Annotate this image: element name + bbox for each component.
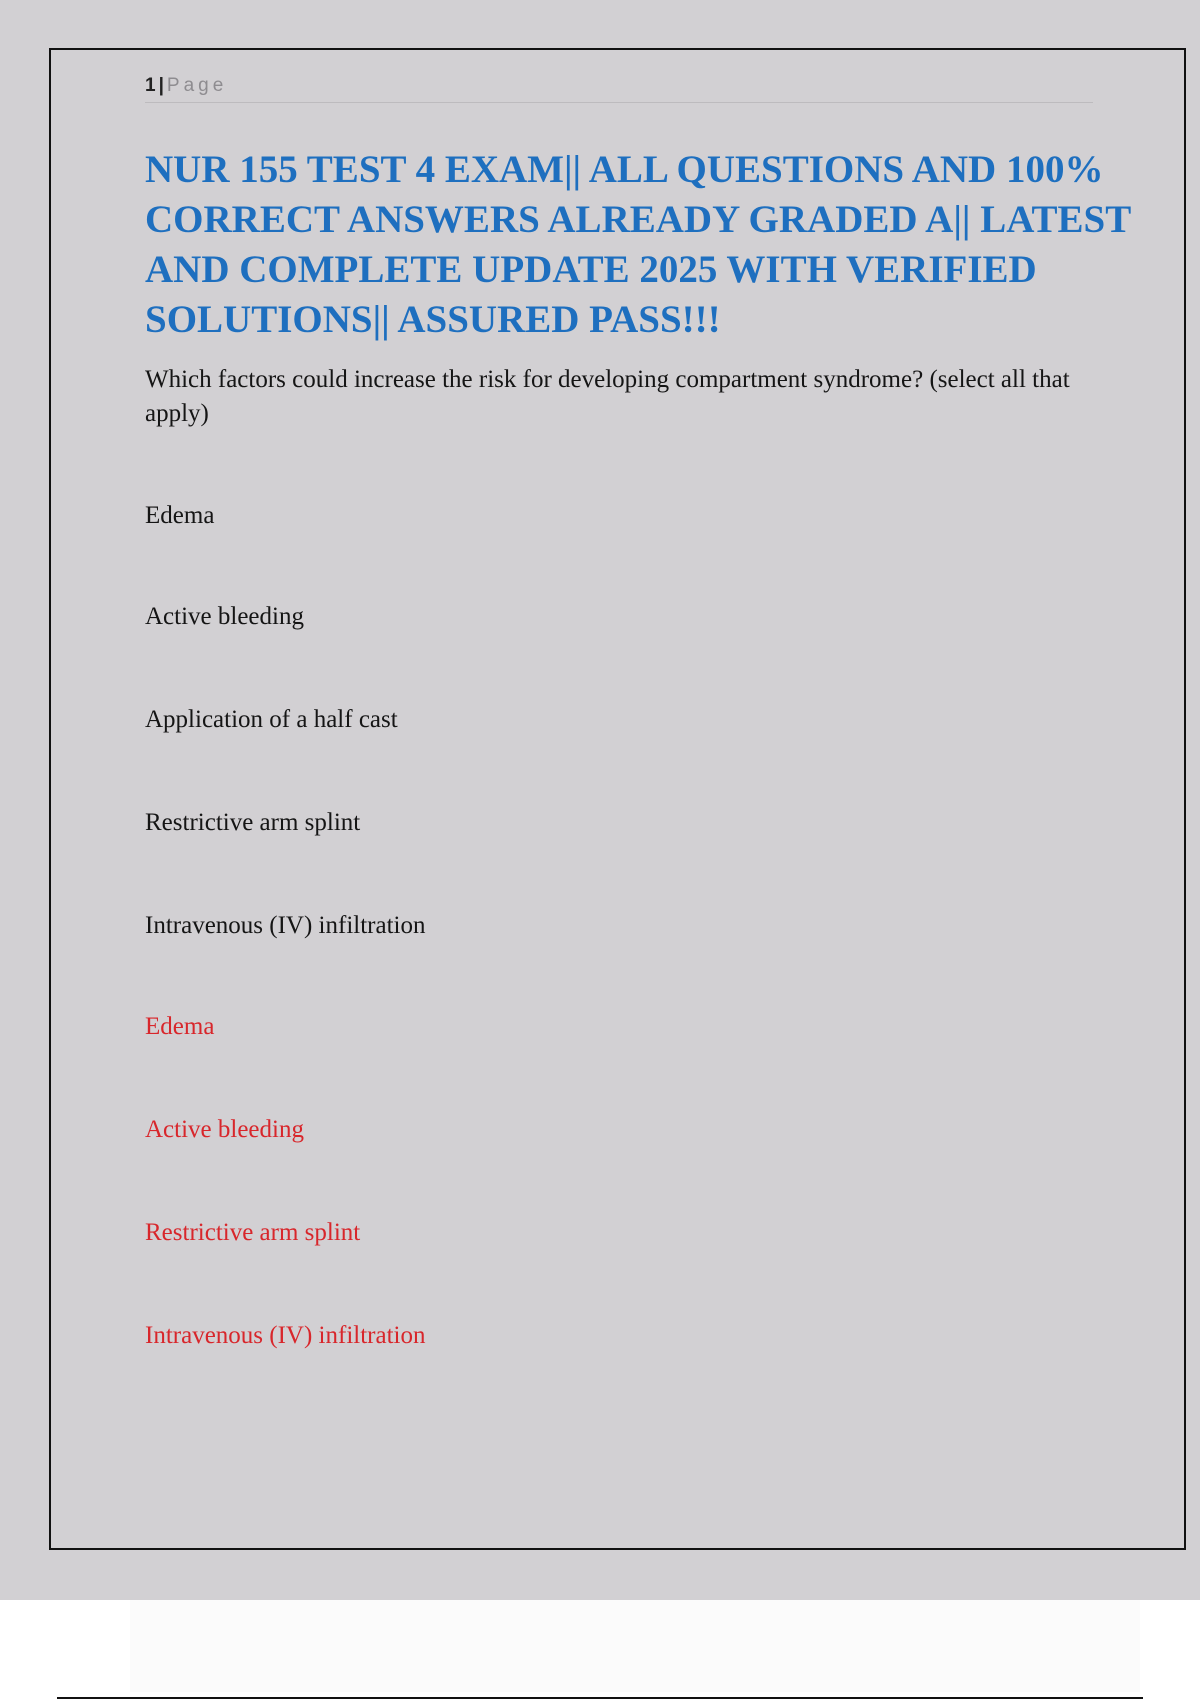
option-item: Restrictive arm splint xyxy=(145,809,361,836)
answer-item: Restrictive arm splint xyxy=(145,1219,361,1246)
page-header xyxy=(145,74,1093,103)
answer-item: Active bleeding xyxy=(145,1116,304,1143)
bottom-rule xyxy=(57,1697,1143,1699)
page-number: 1 xyxy=(145,75,156,96)
page-separator: | xyxy=(158,75,164,96)
option-item: Active bleeding xyxy=(145,603,304,630)
page-label: Page xyxy=(166,75,228,96)
answer-item: Intravenous (IV) infiltration xyxy=(145,1322,426,1349)
next-page-strip xyxy=(130,1600,1140,1692)
answer-item: Edema xyxy=(145,1013,215,1040)
document-title: NUR 155 TEST 4 EXAM|| ALL QUESTIONS AND 100% CORRECT ANSWERS ALREADY GRADED A|| LATEST AND COMPLETE UPDATE 2025 WITH VERIFIED SOLUTIONS|| ASSURED PASS!!! xyxy=(145,148,1131,341)
option-item: Intravenous (IV) infiltration xyxy=(145,912,426,939)
option-item: Edema xyxy=(145,502,215,529)
option-item: Application of a half cast xyxy=(145,706,398,733)
question-text: Which factors could increase the risk for developing compartment syndrome? (select all that apply) xyxy=(145,366,1070,427)
